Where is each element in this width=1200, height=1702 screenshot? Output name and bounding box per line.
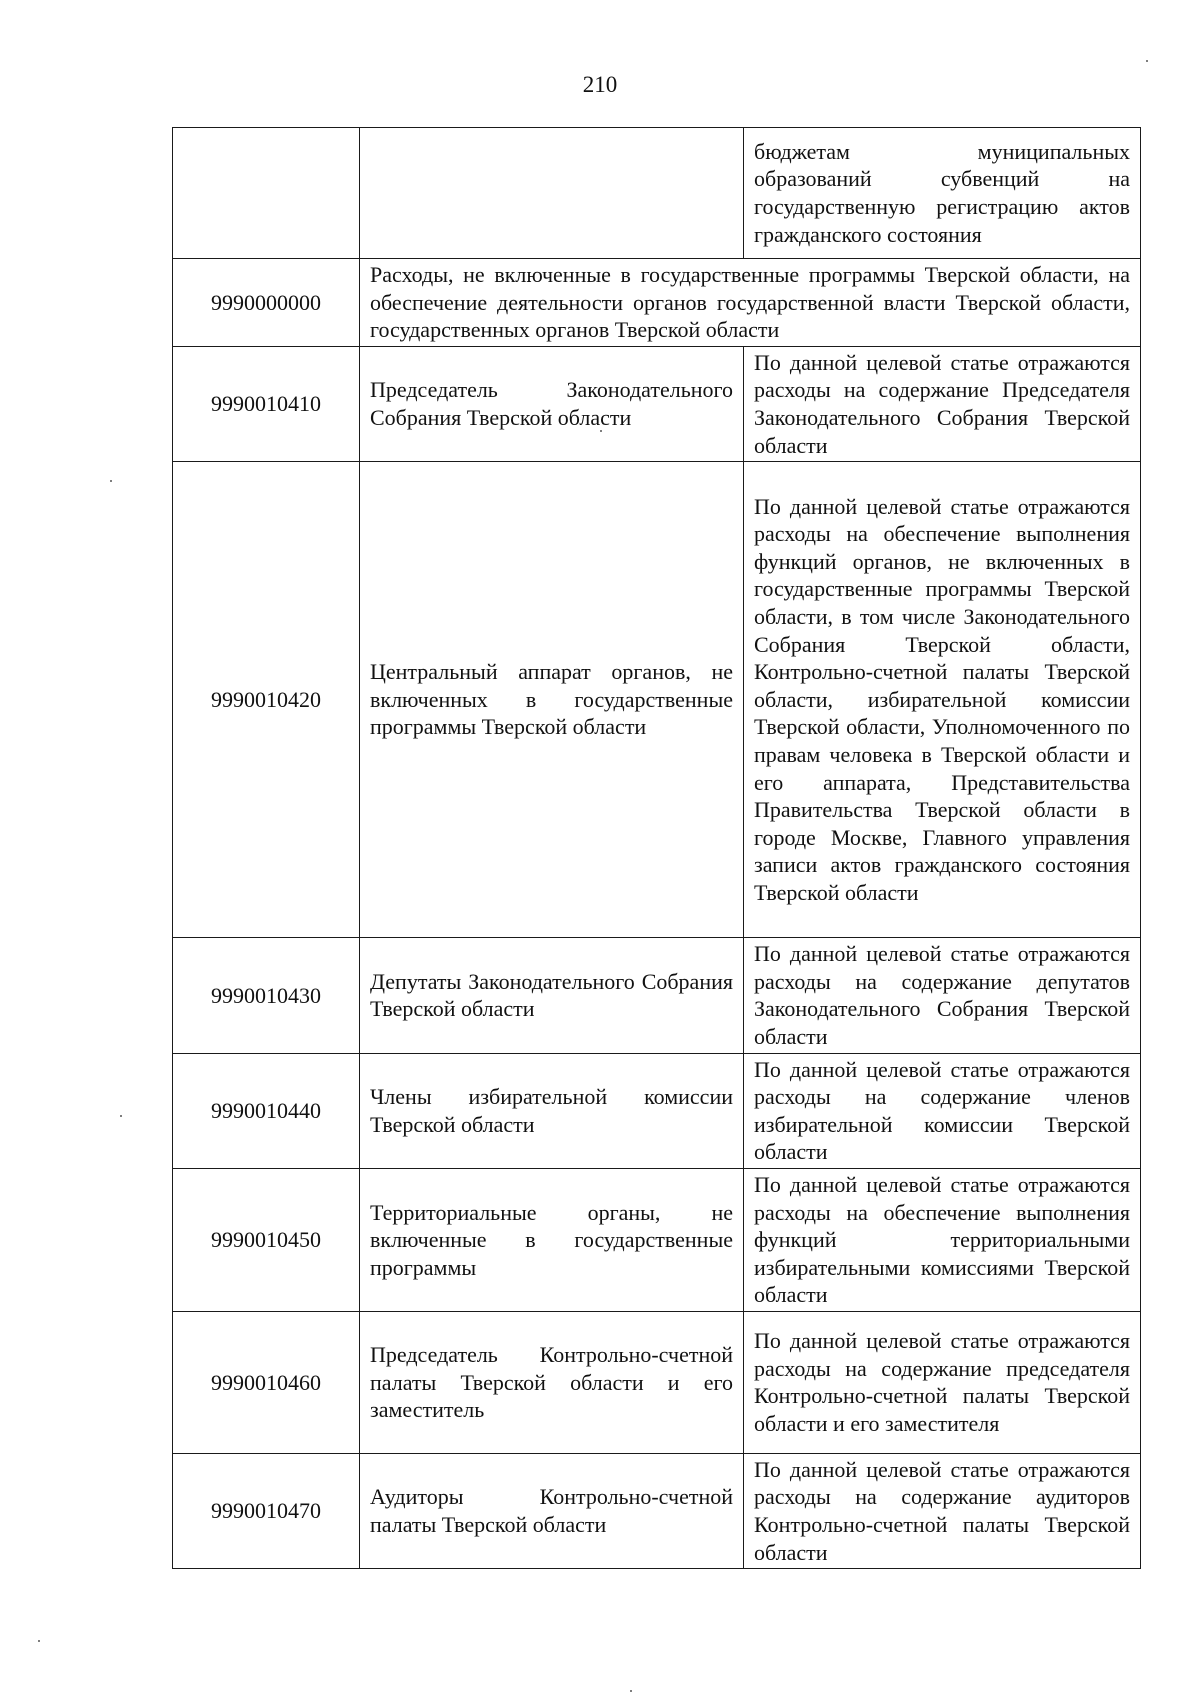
description-cell: бюджетам муниципальных образований субвенций на государственную регистрацию актов гражданского состояния — [744, 128, 1141, 259]
scan-speck — [600, 430, 602, 432]
table-row — [173, 346, 1141, 461]
code-cell: 9990010410 — [173, 346, 360, 461]
table-row — [173, 259, 1141, 347]
scan-speck — [630, 1690, 632, 1692]
table-row — [173, 1053, 1141, 1168]
name-cell: Территориальные органы, не включенные в государственные программы — [360, 1168, 744, 1311]
name-cell: Депутаты Законодательного Собрания Тверской области — [360, 938, 744, 1053]
code-cell: 9990010440 — [173, 1053, 360, 1168]
section-title-cell: Расходы, не включенные в государственные программы Тверской области, на обеспечение деятельности органов государственной власти Тверской области, государственных органов Тверской области — [360, 259, 1141, 347]
description-cell: По данной целевой статье отражаются расходы на содержание депутатов Законодательного Собрания Тверской области — [744, 938, 1141, 1053]
name-cell: Члены избирательной комиссии Тверской области — [360, 1053, 744, 1168]
code-cell: 9990000000 — [173, 259, 360, 347]
scan-speck — [38, 1640, 40, 1642]
table-row — [173, 1453, 1141, 1568]
code-cell: 9990010460 — [173, 1311, 360, 1453]
name-cell: Председатель Законодательного Собрания Тверской области — [360, 346, 744, 461]
description-cell: По данной целевой статье отражаются расходы на содержание членов избирательной комиссии Тверской области — [744, 1053, 1141, 1168]
page-number: 210 — [582, 72, 618, 97]
description-cell: По данной целевой статье отражаются расходы на содержание Председателя Законодательного Собрания Тверской области — [744, 346, 1141, 461]
name-cell: Председатель Контрольно-счетной палаты Тверской области и его заместитель — [360, 1311, 744, 1453]
table-row — [173, 1311, 1141, 1453]
description-cell: По данной целевой статье отражаются расходы на содержание аудиторов Контрольно-счетной палаты Тверской области — [744, 1453, 1141, 1568]
description-cell: По данной целевой статье отражаются расходы на содержание председателя Контрольно-счетной палаты Тверской области и его заместителя — [744, 1311, 1141, 1453]
table-row — [173, 1168, 1141, 1311]
scan-speck — [120, 1115, 122, 1117]
code-cell: 9990010430 — [173, 938, 360, 1053]
table-row — [173, 128, 1141, 259]
description-cell: По данной целевой статье отражаются расходы на обеспечение выполнения функций органов, не включенных в государственные программы Тверской области, в том числе Законодательного Собрания Тверской области, Контрольно-счетной палаты Тверской области, избирательной комиссии Тверской области, Уполномоченного по правам человека в Тверской области и его аппарата, Представительства Правительства Тверской области в городе Москве, Главного управления записи актов гражданского состояния Тверской области — [744, 462, 1141, 938]
table-row — [173, 938, 1141, 1053]
scan-speck — [1146, 60, 1148, 62]
name-cell: Центральный аппарат органов, не включенных в государственные программы Тверской области — [360, 462, 744, 938]
description-cell: По данной целевой статье отражаются расходы на обеспечение выполнения функций территориальными избирательными комиссиями Тверской области — [744, 1168, 1141, 1311]
scan-speck — [110, 480, 112, 482]
table-row — [173, 462, 1141, 938]
code-cell — [173, 128, 360, 259]
code-cell: 9990010470 — [173, 1453, 360, 1568]
name-cell — [360, 128, 744, 259]
code-cell: 9990010450 — [173, 1168, 360, 1311]
name-cell: Аудиторы Контрольно-счетной палаты Тверской области — [360, 1453, 744, 1568]
budget-classification-table — [172, 127, 1141, 1569]
code-cell: 9990010420 — [173, 462, 360, 938]
